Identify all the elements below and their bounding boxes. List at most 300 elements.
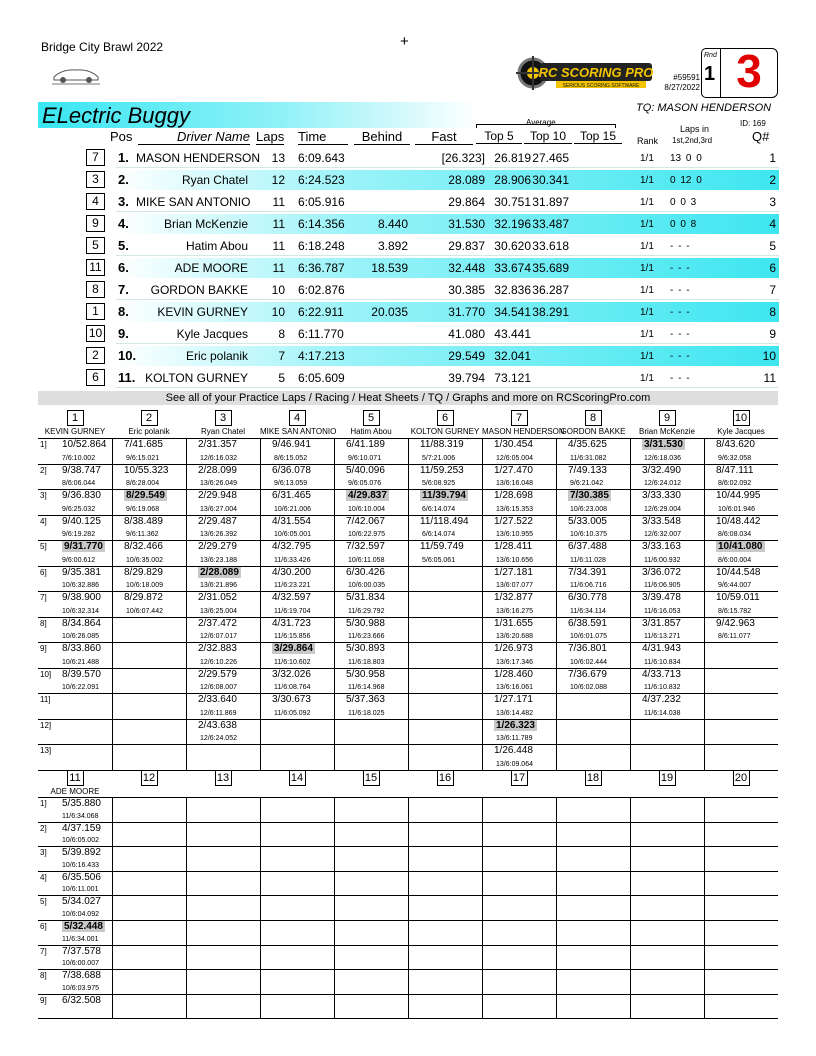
behind-time: 18.539 <box>371 261 408 275</box>
grid-lap-label: 8] <box>40 971 47 981</box>
grid-col-line <box>112 797 113 1018</box>
finish-position: 3. <box>118 194 129 209</box>
lap-time: 7/42.067 <box>346 515 385 527</box>
grid-lap-cell <box>112 489 186 515</box>
qualify-number: 11 <box>763 371 776 385</box>
lap-detail: 10/6:16.433 <box>62 861 99 869</box>
lap-time: 1/28.411 <box>494 541 533 552</box>
laps-in-position: 0 12 0 <box>670 175 702 186</box>
grid-lap-cell <box>482 489 556 515</box>
grid-column-header <box>186 408 260 436</box>
rank: 1/1 <box>640 263 654 274</box>
grid-driver-name: Ryan Chatel <box>200 427 246 436</box>
grid-lap-cell <box>260 438 334 464</box>
grid-col-line <box>186 797 187 1018</box>
lap-detail: 13/6:16.061 <box>496 684 533 691</box>
grid-car-number: 20 <box>733 770 750 786</box>
car-number: 9 <box>86 215 105 232</box>
lap-detail: 8/6:11.077 <box>718 633 751 640</box>
lap-time: 1/31.655 <box>494 617 533 629</box>
lap-detail: 10/6:21.006 <box>274 505 311 513</box>
lap-time: 11/59.749 <box>420 541 464 552</box>
col-driver-name: Driver Name <box>138 129 250 145</box>
grid-col-line <box>408 797 409 1018</box>
grid-column-header <box>704 408 778 436</box>
lap-detail: 10/6:21.488 <box>62 658 99 666</box>
grid-lap-cell <box>186 668 260 694</box>
result-row <box>86 214 779 234</box>
rank: 1/1 <box>640 241 654 252</box>
grid-lap-cell <box>334 693 408 719</box>
average-divider <box>476 124 616 125</box>
grid-column-header <box>408 768 482 787</box>
grid-lap-cell <box>482 464 556 490</box>
lap-time: 2/32.883 <box>198 643 237 654</box>
top5-avg: 30.751 <box>494 195 531 209</box>
grid-lap-cell <box>334 464 408 490</box>
grid-lap-label: 7] <box>40 593 47 602</box>
grid-lap-label: 2] <box>40 823 47 833</box>
grid-lap-cell <box>630 642 704 668</box>
result-row <box>86 258 779 278</box>
top10-avg: 30.341 <box>532 173 569 187</box>
grid-driver-name: GORDON BAKKE <box>560 427 626 436</box>
grid-driver-name: MIKE SAN ANTONIO <box>260 427 337 436</box>
grid-column-header <box>630 408 704 436</box>
car-logo-icon <box>48 63 104 87</box>
lap-time: 4/35.625 <box>568 439 607 450</box>
lap-detail: 13/6:14.482 <box>496 709 533 717</box>
lap-detail: 9/6:11.362 <box>126 531 159 538</box>
driver-name: Brian McKenzie <box>163 217 248 231</box>
lap-detail: 8/6:02.092 <box>718 480 752 487</box>
grid-lap-cell <box>38 920 112 945</box>
laps-count: 11 <box>272 239 285 253</box>
qualify-number: 4 <box>769 217 776 231</box>
grid-lap-cell <box>630 566 704 592</box>
row-divider <box>116 211 779 212</box>
lap-grid-drivers-11-20 <box>38 768 778 1018</box>
grid-column-header <box>482 408 565 436</box>
average-tick-left <box>476 124 477 128</box>
top5-avg: 26.819 <box>494 151 531 165</box>
lap-time: 3/36.072 <box>642 566 681 578</box>
grid-lap-cell <box>482 719 556 745</box>
lap-detail: 11/6:15.856 <box>274 633 311 640</box>
lap-time: 5/37.363 <box>346 694 385 705</box>
col-behind: Behind <box>354 129 410 145</box>
col-time: Time <box>298 129 348 145</box>
grid-lap-cell <box>334 540 408 566</box>
lap-time: 6/30.778 <box>568 592 607 603</box>
lap-detail: 11/6:06.905 <box>644 582 681 589</box>
result-row <box>86 346 779 366</box>
laps-count: 11 <box>272 195 285 209</box>
lap-time: 10/48.442 <box>716 515 761 527</box>
grid-lap-cell <box>112 515 186 541</box>
grid-car-number: 19 <box>659 770 676 786</box>
laps-in-position: - - - <box>670 373 690 384</box>
qualify-number: 1 <box>769 151 776 165</box>
laps-count: 12 <box>271 173 285 187</box>
lap-time: 1/27.522 <box>494 515 533 527</box>
lap-time: 1/32.877 <box>494 592 533 603</box>
lap-detail: 13/6:10.955 <box>496 531 533 538</box>
grid-car-number: 9 <box>659 410 676 426</box>
lap-detail: 10/6:05.001 <box>274 531 311 538</box>
driver-name: Kyle Jacques <box>176 327 248 341</box>
grid-car-number: 14 <box>289 770 306 786</box>
lap-detail: 12/6:29.004 <box>644 505 681 513</box>
grid-car-number: 1 <box>67 410 84 426</box>
row-divider <box>116 343 779 344</box>
average-tick-right <box>615 124 616 128</box>
race-number: #59591 <box>673 73 700 82</box>
grid-lap-label: 13] <box>40 746 52 755</box>
grid-car-number: 7 <box>511 410 528 426</box>
lap-time: 4/37.159 <box>62 822 101 834</box>
grid-lap-cell <box>408 464 482 490</box>
lap-detail: 13/6:07.077 <box>496 582 533 589</box>
rank: 1/1 <box>640 329 654 340</box>
col-laps: Laps <box>256 129 285 144</box>
lap-time: 7/30.385 <box>570 490 609 501</box>
grid-lap-cell <box>186 515 260 541</box>
grid-lap-cell <box>482 591 556 617</box>
lap-time: 5/32.448 <box>64 921 103 932</box>
lap-grid-drivers-1-10 <box>38 408 778 768</box>
grid-lap-label: 4] <box>40 872 47 882</box>
row-divider <box>116 255 779 256</box>
lap-time: 6/32.508 <box>62 994 101 1006</box>
lap-time: 2/31.357 <box>198 439 237 450</box>
grid-column-header <box>112 768 186 787</box>
finish-position: 8. <box>118 304 129 319</box>
grid-lap-cell <box>704 540 778 566</box>
grid-lap-cell <box>186 617 260 643</box>
average-label: Average <box>526 118 556 127</box>
lap-detail: 12/6:05.004 <box>496 454 533 462</box>
lap-detail: 5/7:21.006 <box>422 454 456 462</box>
grid-lap-cell <box>630 515 704 541</box>
result-row <box>86 192 779 212</box>
grid-car-number: 2 <box>141 410 158 426</box>
car-number: 2 <box>86 347 105 364</box>
race-date: 8/27/2022 <box>664 83 700 92</box>
heat-number: 3 <box>736 45 762 97</box>
lap-time: 3/32.026 <box>272 668 311 680</box>
laps-count: 11 <box>272 261 285 275</box>
lap-time: 2/29.579 <box>198 668 237 680</box>
laps-in-position: 0 0 3 <box>670 197 697 208</box>
lap-detail: 12/6:32.007 <box>644 531 681 538</box>
lap-time: 4/30.200 <box>272 566 311 578</box>
lap-time: 3/31.530 <box>644 439 683 450</box>
lap-time: 6/38.591 <box>568 617 607 629</box>
lap-detail: 10/6:00.035 <box>348 582 385 589</box>
logo-title: RC SCORING PRO <box>538 65 654 80</box>
top10-avg: 27.465 <box>532 151 569 165</box>
lap-detail: 8/6:28.004 <box>126 480 160 487</box>
rank: 1/1 <box>640 307 654 318</box>
laps-in-position: 0 0 8 <box>670 219 697 230</box>
grid-lap-cell <box>482 515 556 541</box>
grid-lap-cell <box>556 489 630 515</box>
top10-avg: 36.287 <box>532 283 569 297</box>
lap-detail: 9/6:21.042 <box>570 480 604 487</box>
grid-driver-name: Hatim Abou <box>350 427 392 436</box>
grid-lap-cell <box>482 744 556 770</box>
lap-detail: 12/6:08.007 <box>200 684 237 691</box>
lap-detail: 11/6:10.832 <box>644 684 681 691</box>
lap-detail: 10/6:03.975 <box>62 984 99 992</box>
lap-detail: 9/6:19.068 <box>126 505 160 513</box>
grid-lap-cell <box>408 438 482 464</box>
lap-detail: 10/6:32.314 <box>62 607 99 615</box>
driver-name: Ryan Chatel <box>181 173 248 187</box>
lap-detail: 11/6:29.792 <box>348 607 385 615</box>
grid-lap-cell <box>38 871 112 896</box>
grid-lap-cell <box>38 438 112 464</box>
lap-detail: 13/6:15.353 <box>496 505 533 513</box>
qualify-number: 9 <box>769 327 776 341</box>
top5-avg: 28.906 <box>494 173 531 187</box>
finish-position: 7. <box>118 282 129 297</box>
grid-lap-cell <box>186 566 260 592</box>
lap-time: 1/28.698 <box>494 490 533 501</box>
lap-detail: 11/6:10.602 <box>274 658 311 666</box>
lap-detail: 13/6:23.188 <box>200 556 237 564</box>
car-number: 4 <box>86 193 105 210</box>
lap-time: 1/26.448 <box>494 745 533 756</box>
grid-lap-cell <box>334 591 408 617</box>
grid-column-header <box>334 408 408 436</box>
driver-name: MASON HENDERSON <box>136 151 261 165</box>
fast-lap: 31.530 <box>448 217 485 231</box>
grid-lap-cell <box>630 489 704 515</box>
grid-lap-cell <box>704 464 778 490</box>
lap-time: 4/31.723 <box>272 617 311 629</box>
top5-avg: 32.196 <box>494 217 531 231</box>
lap-time: 6/36.078 <box>272 464 311 476</box>
grid-driver-name: Kyle Jacques <box>717 427 765 436</box>
grid-car-number: 10 <box>733 410 750 426</box>
fast-lap: 31.770 <box>448 305 485 319</box>
grid-col-line <box>556 797 557 1018</box>
lap-time: 2/29.487 <box>198 515 237 527</box>
lap-time: 5/40.096 <box>346 464 385 476</box>
lap-time: 5/33.005 <box>568 515 607 527</box>
lap-detail: 13/6:25.004 <box>200 607 237 615</box>
lap-detail: 10/6:18.009 <box>126 582 163 589</box>
lap-detail: 8/6:00.004 <box>718 556 752 564</box>
lap-time: 6/35.506 <box>62 871 101 883</box>
qualify-number: 6 <box>769 261 776 275</box>
promo-banner[interactable]: See all of your Practice Laps / Racing / Heat Sheets / TQ / Graphs and more on RCScoringPro.com <box>38 391 778 405</box>
lap-time: 8/38.489 <box>124 515 163 527</box>
lap-detail: 9/6:15.021 <box>126 454 160 462</box>
top5-avg: 30.620 <box>494 239 531 253</box>
lap-detail: 10/6:32.886 <box>62 582 99 589</box>
grid-driver-name: ADE MOORE <box>50 787 100 796</box>
col-laps-in-sub: 1st,2nd,3rd <box>672 136 713 145</box>
result-row <box>86 280 779 300</box>
grid-lap-cell <box>630 617 704 643</box>
result-row <box>86 148 779 168</box>
grid-column-header <box>482 768 556 787</box>
lap-time: 1/30.454 <box>494 439 533 450</box>
rank: 1/1 <box>640 175 654 186</box>
car-number: 3 <box>86 171 105 188</box>
lap-detail: 11/6:00.932 <box>644 556 681 564</box>
lap-detail: 13/6:20.688 <box>496 633 533 640</box>
col-top15: Top 15 <box>574 129 622 144</box>
lap-time: 10/41.080 <box>718 541 763 552</box>
lap-detail: 13/6:11.789 <box>496 735 533 742</box>
grid-lap-cell <box>408 515 482 541</box>
total-time: 6:36.787 <box>298 261 345 275</box>
lap-time: 7/36.801 <box>568 643 607 654</box>
fast-lap: 30.385 <box>448 283 485 297</box>
lap-time: 8/32.466 <box>124 541 163 552</box>
rank: 1/1 <box>640 373 654 384</box>
grid-car-number: 15 <box>363 770 380 786</box>
grid-col-line <box>704 797 705 1018</box>
lap-detail: 9/6:05.076 <box>348 480 382 487</box>
grid-lap-cell <box>704 566 778 592</box>
total-time: 6:18.248 <box>298 239 345 253</box>
lap-detail: 11/6:34.068 <box>62 812 99 820</box>
lap-detail: 11/6:18.025 <box>348 709 385 717</box>
grid-lap-label: 9] <box>40 995 47 1005</box>
fast-lap: 32.448 <box>448 261 485 275</box>
grid-lap-cell <box>186 719 260 745</box>
grid-lap-cell <box>704 515 778 541</box>
grid-lap-label: 2] <box>40 465 47 475</box>
grid-car-number: 18 <box>585 770 602 786</box>
top5-avg: 73.121 <box>494 371 531 385</box>
grid-driver-name: MASON HENDERSON <box>482 427 565 436</box>
lap-detail: 11/6:33.426 <box>274 556 311 564</box>
lap-detail: 10/6:11.058 <box>348 556 385 564</box>
qualify-number: 3 <box>769 195 776 209</box>
car-number: 10 <box>86 325 105 342</box>
laps-count: 10 <box>271 283 285 297</box>
grid-lap-cell <box>112 438 186 464</box>
grid-lap-cell <box>704 591 778 617</box>
logo-subtitle: SERIOUS SCORING SOFTWARE <box>562 83 640 89</box>
lap-detail: 5/6:08.925 <box>422 480 456 487</box>
grid-lap-cell <box>260 591 334 617</box>
col-top10: Top 10 <box>524 129 572 144</box>
lap-time: 2/31.052 <box>198 592 237 603</box>
lap-detail: 7/6:10.002 <box>62 454 96 462</box>
grid-lap-cell <box>704 617 778 643</box>
top5-avg: 32.041 <box>494 349 531 363</box>
qualify-number: 5 <box>769 239 776 253</box>
top10-avg: 38.291 <box>532 305 569 319</box>
laps-in-position: - - - <box>670 285 690 296</box>
grid-lap-cell <box>38 969 112 994</box>
rank: 1/1 <box>640 351 654 362</box>
lap-time: 1/27.181 <box>494 566 533 578</box>
lap-time: 11/118.494 <box>420 515 469 527</box>
fast-lap: 28.089 <box>448 173 485 187</box>
fast-lap: 29.549 <box>448 349 485 363</box>
grid-lap-cell <box>38 515 112 541</box>
lap-time: 5/39.892 <box>62 847 101 859</box>
grid-column-header <box>38 768 112 796</box>
grid-lap-cell <box>186 438 260 464</box>
lap-detail: 11/6:10.834 <box>644 658 681 666</box>
grid-lap-cell <box>186 489 260 515</box>
laps-count: 5 <box>278 371 285 385</box>
lap-detail: 10/6:02.088 <box>570 684 607 691</box>
lap-detail: 8/6:08.034 <box>718 531 752 538</box>
grid-lap-cell <box>482 642 556 668</box>
grid-lap-cell <box>260 617 334 643</box>
lap-time: 4/31.554 <box>272 515 311 527</box>
lap-detail: 10/6:10.004 <box>348 505 385 513</box>
grid-column-header <box>630 768 704 787</box>
grid-lap-cell <box>556 464 630 490</box>
grid-column-header <box>704 768 778 787</box>
lap-time: 3/39.478 <box>642 592 681 603</box>
grid-lap-label: 6] <box>40 922 47 931</box>
grid-lap-cell <box>556 540 630 566</box>
lap-detail: 11/6:31.082 <box>570 454 607 462</box>
lap-detail: 9/6:44.007 <box>718 582 752 589</box>
driver-name: KOLTON GURNEY <box>145 371 248 385</box>
grid-lap-cell <box>334 566 408 592</box>
lap-time: 2/29.948 <box>198 490 237 501</box>
top10-avg: 33.487 <box>532 217 569 231</box>
lap-detail: 10/6:22.975 <box>348 531 385 538</box>
lap-detail: 10/6:01.946 <box>718 505 755 513</box>
grid-column-header <box>112 408 186 436</box>
total-time: 6:02.876 <box>298 283 345 297</box>
col-laps-in: Laps in <box>680 124 710 134</box>
round-label: Rnd <box>704 52 717 59</box>
lap-detail: 12/6:24.012 <box>644 480 681 487</box>
lap-time: 11/88.319 <box>420 439 464 450</box>
grid-car-number: 4 <box>289 410 306 426</box>
grid-lap-label: 5] <box>40 542 47 551</box>
lap-detail: 12/6:07.017 <box>200 633 237 640</box>
lap-time: 8/29.872 <box>124 592 163 603</box>
rc-scoring-pro-logo <box>516 56 654 90</box>
lap-detail: 11/6:23.221 <box>274 582 311 589</box>
grid-lap-cell <box>334 617 408 643</box>
grid-lap-label: 7] <box>40 946 47 956</box>
grid-lap-cell <box>38 489 112 515</box>
lap-time: 6/37.488 <box>568 541 607 552</box>
fast-lap: 29.864 <box>448 195 485 209</box>
grid-lap-cell <box>38 668 112 694</box>
grid-lap-cell <box>556 617 630 643</box>
grid-lap-label: 8] <box>40 618 47 628</box>
grid-lap-cell <box>482 668 556 694</box>
behind-time: 3.892 <box>377 239 408 253</box>
grid-column-header <box>260 408 337 436</box>
lap-time: 9/40.125 <box>62 515 101 527</box>
lap-time: 5/30.958 <box>346 668 385 680</box>
lap-time: 1/27.470 <box>494 464 533 476</box>
lap-detail: 11/6:34.001 <box>62 935 99 943</box>
grid-lap-cell <box>556 642 630 668</box>
grid-lap-cell <box>334 668 408 694</box>
grid-lap-cell <box>704 489 778 515</box>
